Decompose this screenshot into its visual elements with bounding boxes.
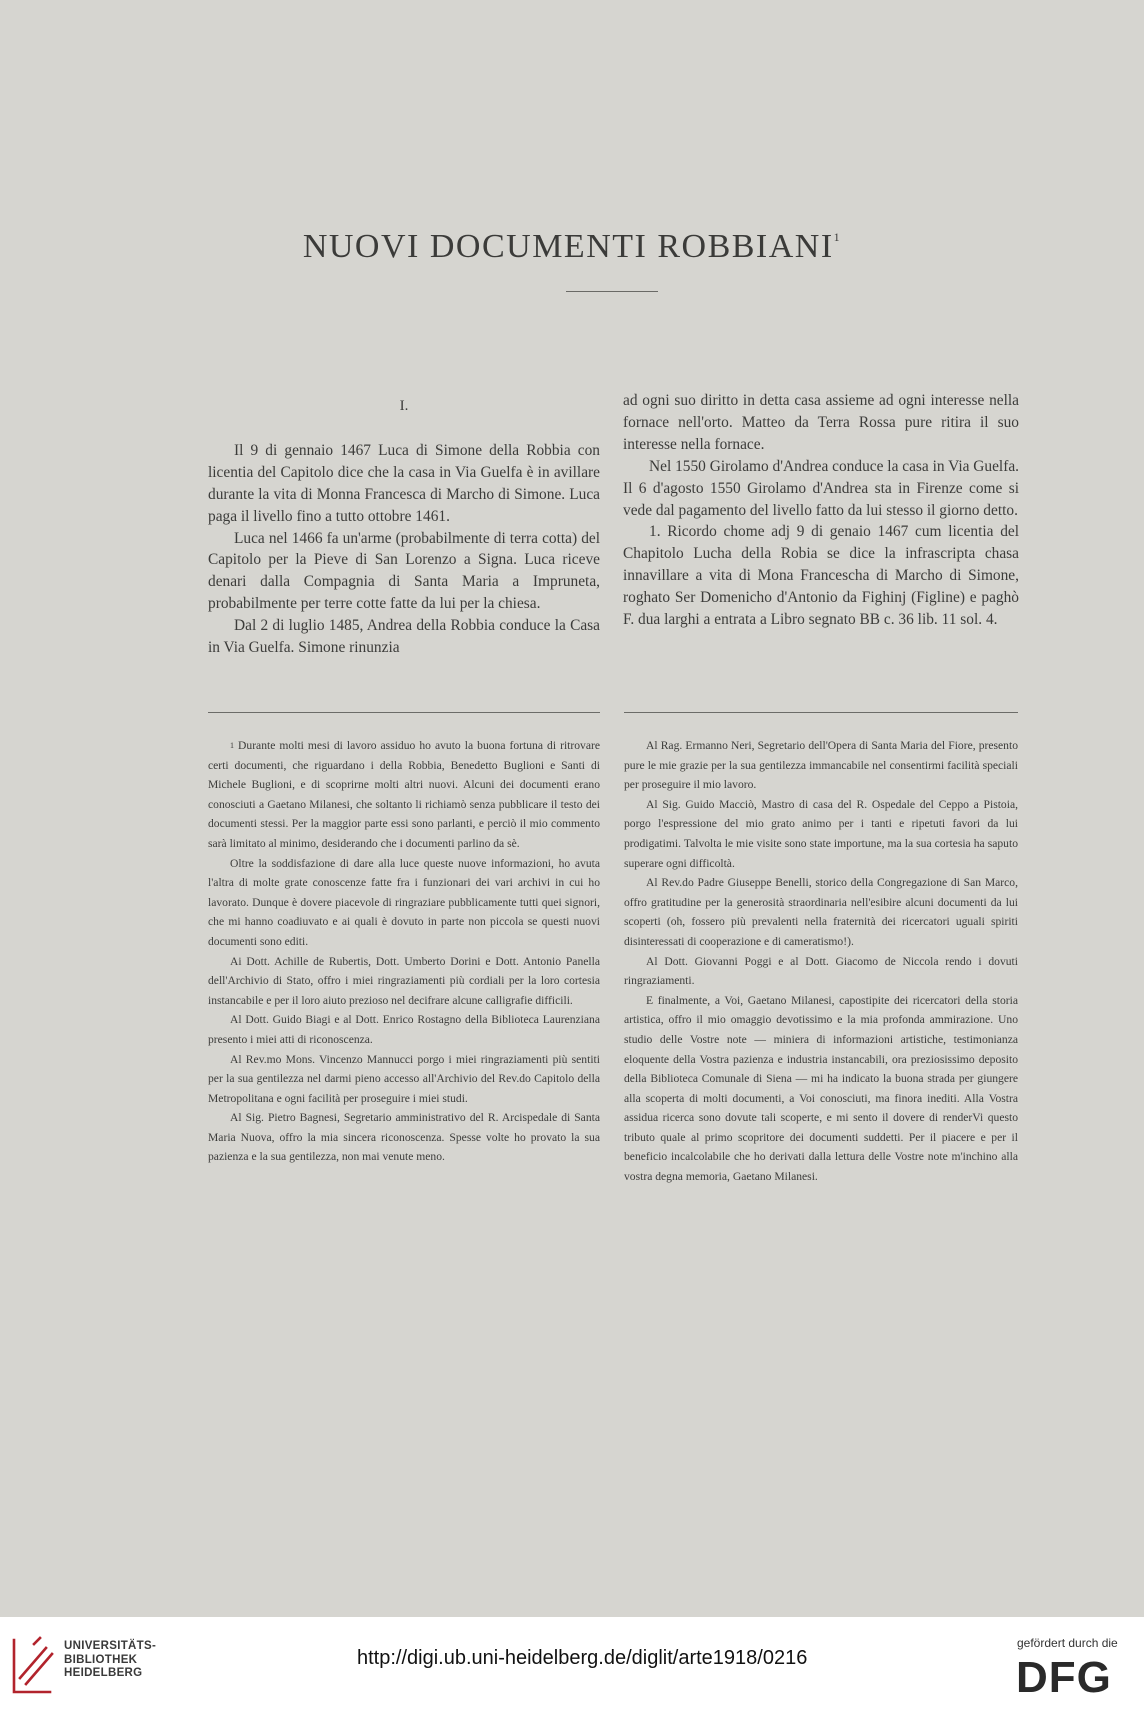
- right-paragraph-3: 1. Ricordo chome adj 9 di genaio 1467 cum licentia del Chapitolo Lucha della Robia se dice la infrascripta chasa innavillare a vita di Mona Francescha di Marcho di Simone, roghato Ser Domenicho d'Antonio da Fighinj (Figline) e paghò F. dua larghi a entrata a Libro segnato BB c. 36 lib. 11 sol. 4.: [623, 523, 1019, 629]
- left-paragraph-3: Dal 2 di luglio 1485, Andrea della Robbia conduce la Casa in Via Guelfa. Simone rinunzia: [208, 617, 600, 657]
- library-logo-icon: [10, 1634, 56, 1696]
- footnote-mark: 1: [230, 741, 234, 750]
- library-name-line2: BIBLIOTHEK: [64, 1653, 138, 1666]
- funding-caption: gefördert durch die: [1017, 1636, 1118, 1650]
- footnotes-left: [208, 736, 600, 1167]
- footnotes-right: [624, 736, 1018, 1187]
- footnote-rule-left: [208, 712, 600, 713]
- footnote-right-2: Al Sig. Guido Macciò, Mastro di casa del R. Ospedale del Ceppo a Pistoia, porgo l'espressione del mio grato animo per i tanti e ripetuti favori da lui prodigatimi. Talvolta le mie visite sono state importune, ma la sua cortesia ha saputo superare ogni difficoltà.: [624, 797, 1018, 870]
- footnote-right-1: Al Rag. Ermanno Neri, Segretario dell'Opera di Santa Maria del Fiore, presento pure le mie grazie per la sua gentilezza immancabile nel consentirmi facilità speciali per proseguire il mio lavoro.: [624, 739, 1018, 792]
- page-title: NUOVI DOCUMENTI ROBBIANI$^1$: [302, 228, 842, 265]
- left-paragraph-2: Luca nel 1466 fa un'arme (probabilmente di terra cotta) del Capitolo per la Pieve di San Lorenzo a Signa. Luca riceve denari dalla Compagnia di Santa Maria a Impruneta, probabilmente per terre cotte fatte da lui per la chiesa.: [208, 529, 600, 613]
- footnote-left-4: Al Dott. Guido Biagi e al Dott. Enrico Rostagno della Biblioteca Laurenziana presento i miei atti di riconoscenza.: [208, 1013, 600, 1046]
- footnote-right-5: E finalmente, a Voi, Gaetano Milanesi, capostipite dei ricercatori della storia artistica, offro il mio omaggio devotissimo e la mia profonda ammirazione. Uno studio delle Vostre note — miniera di informazioni artistiche, testimonianza eloquente della Vostra pazienza e industria instancabili, ora preziosissimo deposito della Biblioteca Comunale di Siena — mi ha indicato la buona strada per giungere alla scoperta di molti documenti, a Voi conosciuti, ma finora inediti. Alla Vostra assidua ricerca sono dovute tali scoperte, e mi sento il dovere di renderVi questo tributo quale al primo scopritore dei documenti suddetti. Per il piacere e per il beneficio incalcolabile che ho derivati dalla lettura delle Vostre note m'inchino alla vostra degna memoria, Gaetano Milanesi.: [624, 993, 1018, 1184]
- left-column: [208, 396, 600, 659]
- right-paragraph-2: Nel 1550 Girolamo d'Andrea conduce la casa in Via Guelfa. Il 6 d'agosto 1550 Girolamo d'Andrea sta in Firenze come si vede dal pagamento del livello fatto da lui stesso il giorno detto.: [623, 457, 1019, 519]
- footnote-left-2: Oltre la soddisfazione di dare alla luce queste nuove informazioni, ho avuta l'altra di molte grate conoscenze fatte fra i funzionari dei vari archivi in cui ho lavorato. Dunque è dovere piacevole di ringraziare pubblicamente tutti quei signori, che mi hanno coadiuvato e ai quali è dovuto in parte non piccola se questi nuovi documenti sono editi.: [208, 856, 600, 948]
- library-name-line3: HEIDELBERG: [64, 1667, 143, 1679]
- dfg-logo: DFG: [1016, 1653, 1112, 1702]
- footnote-left-5: Al Rev.mo Mons. Vincenzo Mannucci porgo i miei ringraziamenti più sentiti per la sua gentilezza nel darmi pieno accesso all'Archivio del Rev.do Capitolo della Metropolitana e ogni facilità per proseguire i miei studi.: [208, 1052, 600, 1105]
- section-heading: I.: [399, 398, 409, 414]
- title-footnote-mark: 1: [833, 230, 842, 244]
- footnote-left-6: Al Sig. Pietro Bagnesi, Segretario amministrativo del R. Arcispedale di Santa Maria Nuova, offro la mia sincera riconoscenza. Spesse volte ho provato la sua pazienza e la sua gentilezza, non mai venute meno.: [208, 1111, 600, 1164]
- right-paragraph-1: ad ogni suo diritto in detta casa assieme ad ogni interesse nella fornace nell'orto. Matteo da Terra Rossa pure ritira il suo interesse nella fornace.: [623, 392, 1019, 453]
- library-name: [64, 1640, 156, 1681]
- library-name-line1: UNIVERSITÄTS-: [64, 1640, 157, 1652]
- permalink-url[interactable]: http://digi.ub.uni-heidelberg.de/diglit/arte1918/0216: [357, 1647, 808, 1669]
- footnote-left-1: $^1$ Durante molti mesi di lavoro assiduo ho avuto la buona fortuna di ritrovare certi documenti, che riguardano i della Robbia, Benedetto Buglioni e Santi di Michele Buglioni, e di scoprirne molti altri nuovi. Alcuni dei documenti erano conosciuti a Gaetano Milanesi, che soltanto li richiamò senza pubblicare il testo dei documenti stessi. Per la maggior parte essi sono parlanti, e perciò il mio commento sarà limitato al minimo, desiderando che i documenti parlino da sè.: [208, 739, 600, 850]
- footnote-right-4: Al Dott. Giovanni Poggi e al Dott. Giacomo de Niccola rendo i dovuti ringraziamenti.: [624, 954, 1018, 988]
- left-paragraph-1: Il 9 di gennaio 1467 Luca di Simone della Robbia con licentia del Capitolo dice che la casa in Via Guelfa è in avillare durante la vita di Monna Francesca di Marcho di Simone. Luca paga il livello fino a tutto ottobre 1461.: [208, 441, 600, 525]
- footnote-rule-right: [624, 712, 1018, 713]
- footnote-right-3: Al Rev.do Padre Giuseppe Benelli, storico della Congregazione di San Marco, offro gratitudine per la generosità straordinaria nell'esibire alcuni documenti da lui scoperti (oh, fossero più prevalenti nella fraternità dei ricercatori uguali spiriti disinteressati di cooperazione e di cameratismo!).: [624, 876, 1018, 948]
- title-rule: [566, 291, 658, 292]
- right-column: [623, 390, 1019, 631]
- footnote-left-3: Ai Dott. Achille de Rubertis, Dott. Umberto Dorini e Dott. Antonio Panella dell'Archivio di Stato, offro i miei ringraziamenti più cordiali per la loro cortesia instancabile e per il loro aiuto prezioso nel decifrare alcune calligrafie difficili.: [208, 954, 600, 1007]
